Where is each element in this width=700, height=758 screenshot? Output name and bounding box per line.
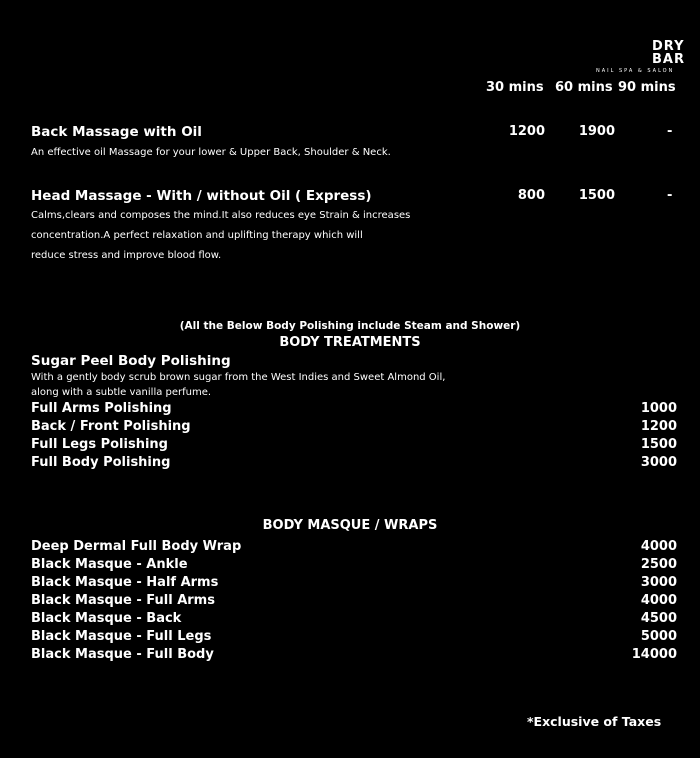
item-price: 4000 xyxy=(640,539,677,554)
back-massage-price-30: 1200 xyxy=(508,124,545,139)
list-item xyxy=(31,538,677,556)
logo-line1: DRY xyxy=(652,39,685,54)
sugar-peel-desc-1: With a gently body scrub brown sugar from the West Indies and Sweet Almond Oil, xyxy=(31,372,446,383)
head-massage-desc-2: concentration.A perfect relaxation and uplifting therapy which will xyxy=(31,230,363,241)
item-name: Black Masque - Full Body xyxy=(31,647,214,662)
item-name: Full Legs Polishing xyxy=(31,437,168,452)
head-massage-desc-1: Calms,clears and composes the mind.It also reduces eye Strain & increases xyxy=(31,210,411,221)
sugar-peel-desc-2: along with a subtle vanilla perfume. xyxy=(31,387,212,398)
item-price: 5000 xyxy=(640,629,677,644)
back-massage-title: Back Massage with Oil xyxy=(31,124,202,140)
body-masque-list xyxy=(31,538,677,664)
sugar-peel-title: Sugar Peel Body Polishing xyxy=(31,353,231,369)
list-item xyxy=(31,400,677,418)
item-name: Back / Front Polishing xyxy=(31,419,191,434)
list-item xyxy=(31,556,677,574)
item-name: Black Masque - Full Arms xyxy=(31,593,215,608)
back-massage-price-60: 1900 xyxy=(578,124,615,139)
item-price: 4500 xyxy=(640,611,677,626)
head-massage-price-60: 1500 xyxy=(578,188,615,203)
back-massage-desc: An effective oil Massage for your lower & Upper Back, Shoulder & Neck. xyxy=(31,147,391,158)
item-name: Black Masque - Full Legs xyxy=(31,629,212,644)
head-massage-price-90: - xyxy=(667,188,673,203)
list-item xyxy=(31,646,677,664)
item-price: 3000 xyxy=(640,575,677,590)
item-price: 1000 xyxy=(640,401,677,416)
item-price: 4000 xyxy=(640,593,677,608)
item-name: Full Body Polishing xyxy=(31,455,171,470)
head-massage-desc-3: reduce stress and improve blood flow. xyxy=(31,250,222,261)
logo-line2: BAR xyxy=(652,52,685,67)
item-price: 1200 xyxy=(640,419,677,434)
list-item xyxy=(31,454,677,472)
list-item xyxy=(31,436,677,454)
body-treatments-list xyxy=(31,400,677,472)
col-90-mins: 90 mins xyxy=(618,80,676,95)
head-massage-title: Head Massage - With / without Oil ( Express) xyxy=(31,188,372,204)
item-price: 3000 xyxy=(640,455,677,470)
body-masque-heading: BODY MASQUE / WRAPS xyxy=(262,518,438,533)
item-name: Black Masque - Back xyxy=(31,611,182,626)
item-name: Black Masque - Half Arms xyxy=(31,575,219,590)
body-treatments-heading: BODY TREATMENTS xyxy=(279,335,421,350)
back-massage-price-90: - xyxy=(667,124,673,139)
logo-tagline: NAIL SPA & SALON xyxy=(596,68,675,74)
item-price: 2500 xyxy=(640,557,677,572)
head-massage-price-30: 800 xyxy=(517,188,545,203)
list-item xyxy=(31,610,677,628)
exclusive-of-taxes-note: *Exclusive of Taxes xyxy=(527,714,662,729)
col-30-mins: 30 mins xyxy=(486,80,544,95)
item-name: Deep Dermal Full Body Wrap xyxy=(31,539,242,554)
item-name: Black Masque - Ankle xyxy=(31,557,188,572)
col-60-mins: 60 mins xyxy=(555,80,613,95)
body-polishing-note: (All the Below Body Polishing include Steam and Shower) xyxy=(179,320,521,332)
list-item xyxy=(31,628,677,646)
item-price: 1500 xyxy=(640,437,677,452)
item-price: 14000 xyxy=(631,647,677,662)
list-item xyxy=(31,574,677,592)
list-item xyxy=(31,592,677,610)
list-item xyxy=(31,418,677,436)
item-name: Full Arms Polishing xyxy=(31,401,172,416)
